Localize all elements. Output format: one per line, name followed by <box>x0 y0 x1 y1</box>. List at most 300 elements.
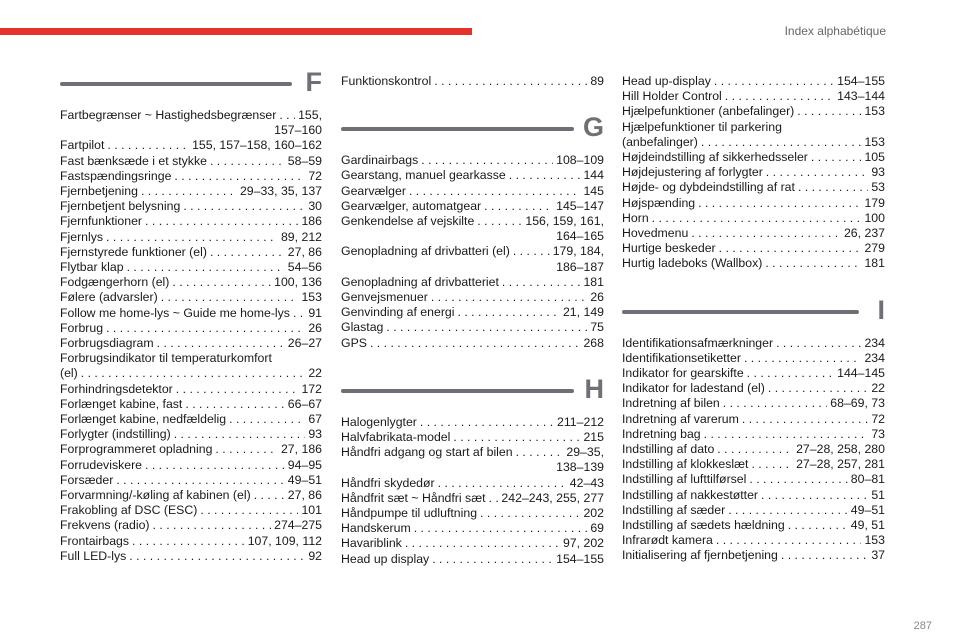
index-entry <box>622 89 885 104</box>
index-entry-pages: 107, 109, 112 <box>247 533 322 548</box>
index-entry-pages: 179 <box>864 195 885 210</box>
index-entry-text: Genopladning af drivbatteriet <box>341 274 499 289</box>
index-entry <box>60 442 322 457</box>
header-accent-bar <box>0 28 472 35</box>
index-entry-pages-continued: 186–187 <box>556 259 604 274</box>
index-column-3 <box>622 74 885 564</box>
index-entry-text: Fastspændingsringe <box>60 168 172 183</box>
index-entry-pages: 73 <box>871 426 885 441</box>
index-entry-text: Hurtig ladeboks (Wallbox) <box>622 256 763 271</box>
index-entry-text: Hurtige beskeder <box>622 241 716 256</box>
index-entry-pages: 153 <box>864 134 885 149</box>
index-entry-text: Fartbegrænser ~ Hastighedsbegrænser <box>60 108 277 122</box>
index-entry-pages: 179, 184, <box>552 244 604 259</box>
index-entry-text: Forvarmning/-køling af kabinen (el) <box>60 488 251 503</box>
index-entry-pages: 100, 136 <box>274 275 322 290</box>
index-entry-pages: 181 <box>864 256 885 271</box>
index-entry-text: Funktionskontrol <box>341 74 432 88</box>
dot-leader <box>744 351 862 366</box>
index-entry <box>60 108 322 123</box>
dot-leader <box>174 427 306 442</box>
index-entry <box>60 488 322 503</box>
index-entry-text: Horn <box>622 210 649 225</box>
section-letter: G <box>582 112 604 143</box>
index-entry <box>341 74 604 89</box>
index-section-continued <box>622 74 885 272</box>
dot-leader <box>652 211 862 226</box>
index-entry <box>622 211 885 226</box>
dot-leader <box>157 336 285 351</box>
dot-leader <box>457 305 559 320</box>
dot-leader <box>717 442 793 457</box>
section-header <box>622 294 885 336</box>
index-entry <box>341 214 604 229</box>
section-header <box>341 373 604 415</box>
dot-leader <box>386 320 587 335</box>
index-entry <box>622 442 885 457</box>
index-entry <box>60 321 322 336</box>
index-entry-text: Højde- og dybdeindstilling af rat <box>622 180 795 195</box>
index-entry-pages: 234 <box>864 335 885 350</box>
index-entry-pages: 143–144 <box>837 89 885 104</box>
index-entry-text: Gearstang, manuel gearkasse <box>341 168 506 183</box>
index-entry <box>60 412 322 427</box>
dot-leader <box>185 397 284 412</box>
index-entry <box>341 445 604 460</box>
index-entry-text: Hovedmenu <box>622 226 689 241</box>
index-entry-pages: 91 <box>308 305 322 320</box>
index-entry <box>341 506 604 521</box>
index-entry <box>60 214 322 229</box>
index-entry-pages: 49–51 <box>850 502 885 517</box>
section-divider <box>60 82 292 86</box>
index-entry-pages: 155, 157–158, 160–162 <box>192 138 322 153</box>
index-entry-pages: 242–243, 255, 277 <box>501 490 604 505</box>
index-entry-text: Forprogrammeret opladning <box>60 442 213 457</box>
index-entry <box>60 366 322 381</box>
dot-leader <box>370 336 581 351</box>
index-entry <box>341 153 604 168</box>
index-entry-pages: 53 <box>871 180 885 195</box>
index-entry-pages: 215 <box>583 430 604 445</box>
index-entry-text: Forlygter (indstilling) <box>60 427 171 442</box>
dot-leader <box>405 536 560 551</box>
index-entry-pages: 108–109 <box>556 153 604 168</box>
index-entry <box>622 366 885 381</box>
index-entry <box>60 518 322 533</box>
dot-leader <box>293 306 305 321</box>
index-entry-text: Højspænding <box>622 195 696 210</box>
dot-leader <box>691 226 841 241</box>
index-section-g <box>341 112 604 351</box>
dot-leader <box>747 366 834 381</box>
index-entry <box>60 382 322 397</box>
dot-leader <box>698 196 861 211</box>
index-entry-pages: 154–155 <box>556 551 604 566</box>
dot-leader <box>480 506 580 521</box>
dot-leader <box>798 180 868 195</box>
index-entry <box>341 491 604 506</box>
index-entry-text: Forhindringsdetektor <box>60 381 173 396</box>
dot-leader <box>509 168 581 183</box>
index-entry-pages: 202 <box>583 506 604 521</box>
dot-leader <box>215 442 278 457</box>
index-entry <box>341 184 604 199</box>
index-section-f <box>60 67 322 564</box>
index-entry-pages: 27, 86 <box>287 244 322 259</box>
dot-leader <box>781 548 868 563</box>
index-entry-text: Hjælpefunktioner til parkering <box>622 119 782 134</box>
index-entry <box>622 412 885 427</box>
index-entry-pages: 153 <box>864 104 885 119</box>
dot-leader <box>716 533 862 548</box>
index-entry-pages: 29–33, 35, 137 <box>239 184 322 199</box>
dot-leader <box>434 74 587 89</box>
dot-leader <box>453 430 580 445</box>
index-entry <box>622 165 885 180</box>
dot-leader <box>141 184 237 199</box>
index-entry-pages: 42–43 <box>569 475 604 490</box>
index-entry <box>622 180 885 195</box>
index-entry-pages: 49–51 <box>287 472 322 487</box>
index-entry-text: Gardinairbags <box>341 153 419 168</box>
dot-leader <box>153 518 272 533</box>
index-entry <box>622 488 885 503</box>
index-entry-text: Halogenlygter <box>341 414 417 429</box>
page-number: 287 <box>913 620 932 632</box>
dot-leader <box>704 427 869 442</box>
dot-leader <box>723 396 828 411</box>
index-entry-text: Frakobling af DSC (ESC) <box>60 503 198 518</box>
dot-leader <box>431 290 588 305</box>
index-entry-pages: 51 <box>871 487 885 502</box>
index-entry <box>60 184 322 199</box>
index-entry-text: Indretning bag <box>622 426 701 441</box>
index-entry-pages: 93 <box>308 427 322 442</box>
index-entry <box>341 199 604 214</box>
index-entry-pages: 27–28, 258, 280 <box>796 442 885 457</box>
index-entry-pages: 153 <box>301 290 322 305</box>
index-entry-text: Genvinding af energi <box>341 305 455 320</box>
index-entry-text: Håndfri adgang og start af bilen <box>341 445 513 460</box>
dot-leader <box>749 472 847 487</box>
dot-leader <box>210 154 285 169</box>
index-entry-pages: 92 <box>308 548 322 563</box>
index-entry-pages: 26–27 <box>287 336 322 351</box>
index-entry-text: Head up-display <box>622 74 711 88</box>
index-entry-text: Glastag <box>341 320 384 335</box>
index-entry <box>60 534 322 549</box>
index-entry <box>341 430 604 445</box>
dot-leader <box>513 244 550 259</box>
index-entry <box>622 196 885 211</box>
index-entry-text: Indstilling af nakkestøtter <box>622 487 759 502</box>
index-entry-pages: 156, 159, 161, <box>525 214 604 229</box>
section-divider <box>622 310 859 314</box>
index-entry-text: Frontairbags <box>60 533 130 548</box>
index-entry <box>341 552 604 567</box>
index-entry-text: Indikator for ladestand (el) <box>622 381 765 396</box>
index-entry-pages: 21, 149 <box>562 305 604 320</box>
index-entry <box>622 256 885 271</box>
index-entry-text: Fjernlys <box>60 229 104 244</box>
dot-leader <box>116 473 284 488</box>
index-entry-text: Indstilling af dato <box>622 442 715 457</box>
index-entry-pages: 54–56 <box>287 260 322 275</box>
index-entry-text: Fast bænksæde i et stykke <box>60 153 207 168</box>
dot-leader <box>145 458 285 473</box>
index-entry-pages: 186 <box>301 214 322 229</box>
dot-leader <box>719 241 862 256</box>
dot-leader <box>701 135 862 150</box>
dot-leader <box>797 104 861 119</box>
index-entry-pages: 234 <box>864 350 885 365</box>
index-entry-text: Genvejsmenuer <box>341 290 428 305</box>
dot-leader <box>765 256 861 271</box>
dot-leader <box>768 381 868 396</box>
index-entry <box>60 336 322 351</box>
index-entry-text: Indikator for gearskifte <box>622 366 744 381</box>
index-entry-pages: 97, 202 <box>562 536 604 551</box>
index-entry <box>622 74 885 89</box>
index-entry-text: Identifikationsetiketter <box>622 350 741 365</box>
index-entry <box>341 536 604 551</box>
dot-leader <box>145 214 298 229</box>
index-entry-text: Højdeindstilling af sikkerhedsseler <box>622 150 808 165</box>
index-entry <box>622 336 885 351</box>
index-entry-text: Forlænget kabine, nedfældelig <box>60 412 227 427</box>
index-entry <box>622 381 885 396</box>
index-entry-pages: 93 <box>871 165 885 180</box>
index-entry-text: Højdejustering af forlygter <box>622 165 763 180</box>
dot-leader <box>776 336 861 351</box>
section-divider <box>341 389 574 393</box>
index-entry-text: GPS <box>341 335 367 350</box>
dot-leader <box>421 153 553 168</box>
index-entry-text: Forbrugsdiagram <box>60 336 154 351</box>
section-header <box>341 112 604 153</box>
dot-leader <box>254 488 285 503</box>
index-entry <box>60 154 322 169</box>
index-entry-text: Initialisering af fjernbetjening <box>622 548 778 563</box>
dot-leader <box>176 382 299 397</box>
dot-leader <box>106 321 305 336</box>
index-entry <box>60 230 322 245</box>
index-entry <box>60 260 322 275</box>
index-column-2 <box>341 74 604 567</box>
index-entry-pages: 105 <box>864 150 885 165</box>
index-entry-pages: 37 <box>871 548 885 563</box>
index-entry-text: Fodgængerhorn (el) <box>60 275 170 290</box>
index-entry-pages: 268 <box>583 335 604 350</box>
index-entry <box>622 104 885 119</box>
dot-leader <box>183 199 305 214</box>
index-entry <box>341 305 604 320</box>
index-entry <box>622 396 885 411</box>
index-entry <box>622 548 885 563</box>
index-entry <box>341 168 604 183</box>
index-entry-text: (anbefalinger) <box>622 134 698 149</box>
index-entry-text: Forbrugsindikator til temperaturkomfort <box>60 351 272 366</box>
index-entry-text: Hjælpefunktioner (anbefalinger) <box>622 104 795 119</box>
dot-leader <box>172 275 271 290</box>
index-entry <box>60 138 322 153</box>
dot-leader <box>129 549 305 564</box>
index-entry-text: Forrudeviskere <box>60 457 143 472</box>
index-entry <box>60 503 322 518</box>
index-entry-pages-continued: 138–139 <box>556 460 604 475</box>
index-entry <box>622 351 885 366</box>
index-entry-text: Indretning af varerum <box>622 411 739 426</box>
index-entry-pages: 100 <box>864 210 885 225</box>
index-entry <box>622 472 885 487</box>
index-entry-pages: 67 <box>308 412 322 427</box>
index-entry <box>60 169 322 184</box>
dot-leader <box>728 503 848 518</box>
index-entry-text: Genopladning af drivbatteri (el) <box>341 244 510 259</box>
section-letter: F <box>305 67 322 97</box>
index-entry <box>622 150 885 165</box>
index-entry-pages: 153 <box>864 533 885 548</box>
section-letter: I <box>877 294 885 325</box>
index-entry-pages: 69 <box>590 521 604 536</box>
index-entry-text: Genkendelse af vejskilte <box>341 214 475 229</box>
dot-leader <box>229 412 305 427</box>
section-letter: H <box>584 373 604 404</box>
index-entry-text: Håndpumpe til udluftning <box>341 506 478 521</box>
index-entry-pages: 29–35, <box>566 445 604 460</box>
index-entry-pages: 49, 51 <box>850 518 885 533</box>
index-entry-text: Indstilling af sæder <box>622 502 726 517</box>
dot-leader <box>761 488 868 503</box>
index-section-i <box>622 294 885 564</box>
index-entry <box>622 533 885 548</box>
index-column-1 <box>60 67 322 564</box>
dot-leader <box>502 275 581 290</box>
dot-leader <box>432 552 553 567</box>
index-entry <box>60 199 322 214</box>
index-entry-pages-continued: 164–165 <box>556 229 604 244</box>
dot-leader <box>714 74 834 89</box>
dot-leader <box>811 150 862 165</box>
index-entry-text: Fjernstyrede funktioner (el) <box>60 244 207 259</box>
index-entry <box>60 458 322 473</box>
index-entry <box>60 473 322 488</box>
index-entry-pages: 155, <box>298 108 322 122</box>
index-entry-text: Fjernbetjening <box>60 184 138 199</box>
index-entry-pages: 27, 86 <box>287 488 322 503</box>
index-entry <box>622 503 885 518</box>
index-entry-pages: 27–28, 257, 281 <box>796 457 885 472</box>
dot-leader <box>174 169 305 184</box>
index-entry-pages: 27, 186 <box>280 442 322 457</box>
index-entry-pages: 145 <box>583 183 604 198</box>
index-entry-pages: 144 <box>583 168 604 183</box>
dot-leader <box>766 165 869 180</box>
index-entry <box>622 457 885 472</box>
dot-leader <box>725 89 834 104</box>
dot-leader <box>210 245 285 260</box>
index-entry <box>60 427 322 442</box>
index-entry-text: Forlænget kabine, fast <box>60 396 183 411</box>
index-entry-text: Infrarødt kamera <box>622 533 713 548</box>
index-entry <box>341 244 604 259</box>
index-entry-text: Følere (advarsler) <box>60 290 158 305</box>
index-entry-pages: 26, 237 <box>843 226 885 241</box>
index-entry-pages: 22 <box>871 381 885 396</box>
index-entry-text: Havariblink <box>341 536 402 551</box>
index-entry-text: Halvfabrikata-model <box>341 430 451 445</box>
index-entry <box>622 135 885 150</box>
index-entry-text: Indstilling af klokkeslæt <box>622 457 749 472</box>
dot-leader <box>489 491 499 506</box>
index-entry-pages: 89 <box>590 74 604 88</box>
section-divider <box>341 127 574 131</box>
index-entry-text: Forbrug <box>60 320 104 335</box>
index-entry-text: Indstilling af lufttilførsel <box>622 472 747 487</box>
index-section-continued <box>341 74 604 89</box>
dot-leader <box>127 260 285 275</box>
index-entry-text: Gearvælger, automatgear <box>341 198 482 213</box>
index-entry-pages: 211–212 <box>557 414 604 429</box>
index-entry-text: Håndfri skydedør <box>341 475 435 490</box>
index-entry <box>341 521 604 536</box>
index-entry-pages: 181 <box>583 274 604 289</box>
index-section-h <box>341 373 604 567</box>
dot-leader <box>161 290 299 305</box>
page-header-title: Index alphabétique <box>784 24 886 38</box>
index-entry-pages: 72 <box>871 411 885 426</box>
index-entry <box>622 427 885 442</box>
dot-leader <box>414 521 588 536</box>
dot-leader <box>107 138 189 153</box>
index-entry <box>622 226 885 241</box>
index-entry-pages: 30 <box>308 199 322 214</box>
index-entry <box>622 241 885 256</box>
dot-leader <box>420 415 554 430</box>
index-entry <box>60 290 322 305</box>
index-entry <box>341 275 604 290</box>
dot-leader <box>438 476 567 491</box>
index-entry-pages: 89, 212 <box>280 229 322 244</box>
index-entry-pages: 144–145 <box>837 366 885 381</box>
index-entry-pages: 72 <box>308 168 322 183</box>
dot-leader <box>409 184 581 199</box>
index-entry-pages: 75 <box>590 320 604 335</box>
index-entry-text: Frekvens (radio) <box>60 518 150 533</box>
index-entry <box>622 518 885 533</box>
dot-leader <box>279 108 295 123</box>
index-entry-text: Follow me home-lys ~ Guide me home-lys <box>60 305 290 320</box>
index-entry-pages: 58–59 <box>287 153 322 168</box>
index-entry-text: Hill Holder Control <box>622 89 722 104</box>
index-entry-text: Identifikationsafmærkninger <box>622 335 774 350</box>
index-entry-pages: 68–69, 73 <box>830 396 885 411</box>
index-entry-text: Fjernbetjent belysning <box>60 199 181 214</box>
index-entry <box>341 320 604 335</box>
index-entry-text: Full LED-lys <box>60 548 127 563</box>
index-entry <box>341 415 604 430</box>
index-entry-pages: 26 <box>590 290 604 305</box>
index-entry-text: Indstilling af sædets hældning <box>622 518 785 533</box>
index-entry <box>341 290 604 305</box>
index-entry <box>341 476 604 491</box>
index-entry-pages: 80–81 <box>850 472 885 487</box>
index-entry-pages: 279 <box>864 241 885 256</box>
index-entry-text: Head up display <box>341 551 430 566</box>
dot-leader <box>788 518 848 533</box>
index-entry-pages: 154–155 <box>837 74 885 88</box>
